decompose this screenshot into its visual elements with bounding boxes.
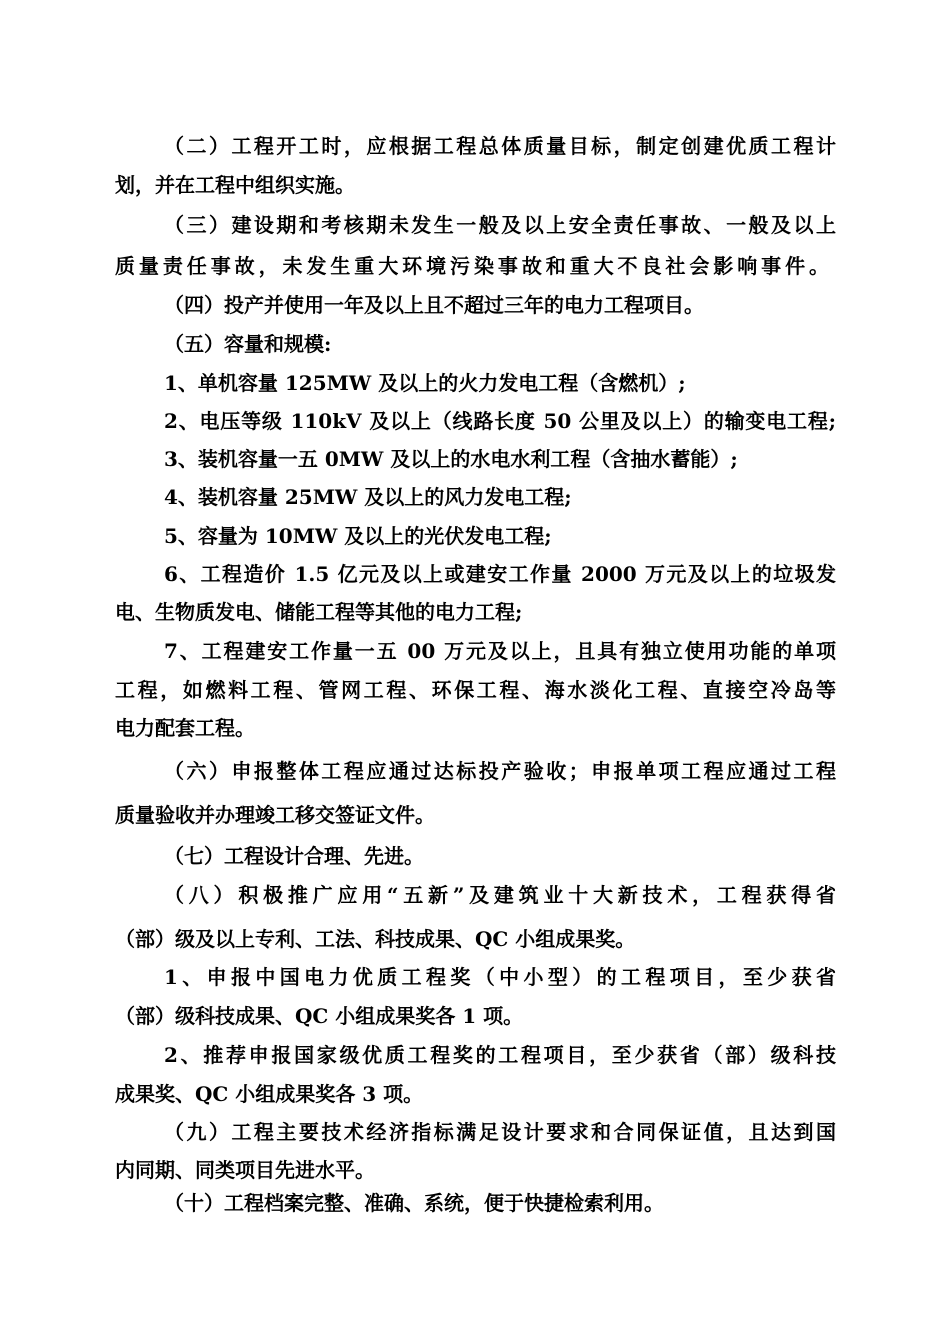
- paragraph-5-heading: （五）容量和规模:: [164, 332, 332, 356]
- item-5-7-line-1: 7、工程建安工作量一五 00 万元及以上，且具有独立使用功能的单项: [164, 639, 836, 663]
- paragraph-6-line-2: 质量验收并办理竣工移交签证文件。: [115, 803, 435, 827]
- item-5-7-line-2: 工程，如燃料工程、管网工程、环保工程、海水淡化工程、直接空冷岛等: [115, 678, 836, 702]
- paragraph-3-line-2: 质量责任事故，未发生重大环境污染事故和重大不良社会影响事件。: [115, 254, 829, 278]
- item-8-2-line-2: 成果奖、QC 小组成果奖各 3 项。: [115, 1082, 424, 1106]
- paragraph-9-line-2: 内同期、同类项目先进水平。: [115, 1158, 375, 1182]
- item-5-1: 1、单机容量 125MW 及以上的火力发电工程（含燃机）;: [164, 371, 686, 395]
- item-5-7-line-3: 电力配套工程。: [115, 716, 255, 740]
- item-5-6-line-2: 电、生物质发电、储能工程等其他的电力工程;: [115, 600, 523, 624]
- item-8-2-line-1: 2、推荐申报国家级优质工程奖的工程项目，至少获省（部）级科技: [164, 1043, 836, 1067]
- paragraph-7: （七）工程设计合理、先进。: [164, 844, 424, 868]
- paragraph-9-line-1: （九）工程主要技术经济指标满足设计要求和合同保证值，且达到国: [164, 1120, 836, 1144]
- item-5-4: 4、装机容量 25MW 及以上的风力发电工程;: [164, 485, 572, 509]
- item-8-1-line-1: 1、申报中国电力优质工程奖（中小型）的工程项目，至少获省: [164, 965, 836, 989]
- item-8-1-line-2: （部）级科技成果、QC 小组成果奖各 1 项。: [115, 1004, 524, 1028]
- paragraph-6-line-1: （六）申报整体工程应通过达标投产验收；申报单项工程应通过工程: [164, 759, 836, 783]
- paragraph-2-line-2: 划，并在工程中组织实施。: [115, 173, 355, 197]
- item-5-6-line-1: 6、工程造价 1.5 亿元及以上或建安工作量 2000 万元及以上的垃圾发: [164, 562, 836, 586]
- paragraph-8-line-2: （部）级及以上专利、工法、科技成果、QC 小组成果奖。: [115, 927, 636, 951]
- item-5-2: 2、电压等级 110kV 及以上（线路长度 50 公里及以上）的输变电工程;: [164, 409, 836, 433]
- paragraph-2-line-1: （二）工程开工时，应根据工程总体质量目标，制定创建优质工程计: [164, 134, 836, 158]
- item-5-5: 5、容量为 10MW 及以上的光伏发电工程;: [164, 524, 552, 548]
- paragraph-10: （十）工程档案完整、准确、系统，便于快捷检索利用。: [164, 1191, 664, 1215]
- paragraph-3-line-1: （三）建设期和考核期未发生一般及以上安全责任事故、一般及以上: [164, 213, 836, 237]
- paragraph-4: （四）投产并使用一年及以上且不超过三年的电力工程项目。: [164, 293, 704, 317]
- paragraph-8-line-1: （八）积极推广应用“五新”及建筑业十大新技术，工程获得省: [164, 883, 836, 907]
- item-5-3: 3、装机容量一五 0MW 及以上的水电水利工程（含抽水蓄能）;: [164, 447, 738, 471]
